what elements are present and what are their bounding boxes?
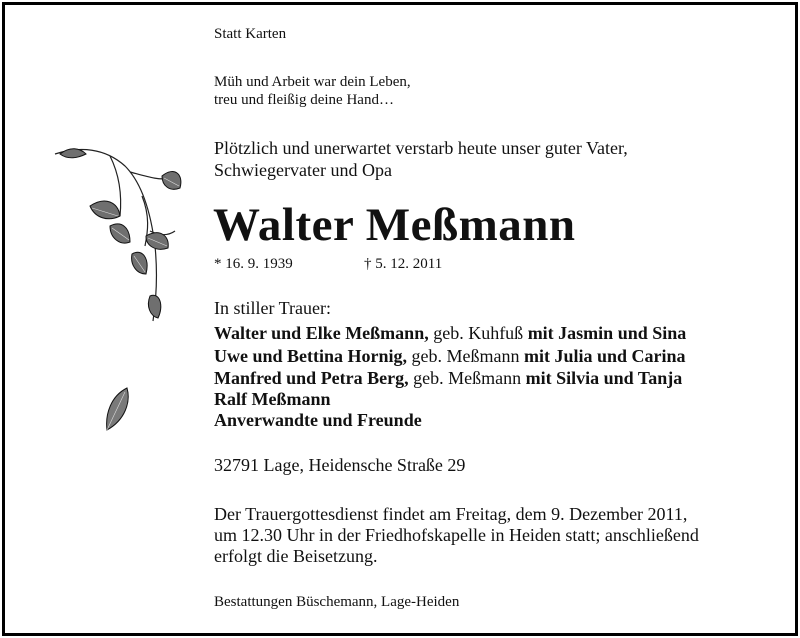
funeral-home: Bestattungen Büschemann, Lage-Heiden	[214, 594, 460, 610]
intro-line-1: Plötzlich und unerwartet verstarb heute unser guter Vater,	[214, 138, 628, 158]
mourner-row	[214, 323, 686, 344]
mourner-relatives: Anverwandte und Freunde	[214, 410, 422, 430]
mourner-names: Uwe und Bettina Hornig,	[214, 346, 408, 366]
mourner-children: mit Silvia und Tanja	[525, 368, 683, 388]
service-line-1: Der Trauergottesdienst findet am Freitag, dem 9. Dezember 2011,	[214, 504, 688, 524]
mourners-heading: In stiller Trauer:	[214, 298, 331, 318]
poem-line-1: Müh und Arbeit war dein Leben,	[214, 74, 411, 90]
falling-leaf-icon	[103, 384, 133, 434]
mourner-children: mit Jasmin und Sina	[527, 323, 687, 343]
deceased-name: Walter Meßmann	[213, 199, 576, 251]
mourner-geb: geb. Meßmann	[407, 346, 525, 366]
mourner-ralf: Ralf Meßmann	[214, 389, 331, 409]
mourner-children: mit Julia und Carina	[524, 346, 686, 366]
service-line-3: erfolgt die Beisetzung.	[214, 546, 378, 566]
poem-line-2: treu und fleißig deine Hand…	[214, 92, 394, 108]
mourner-geb: geb. Kuhfuß	[428, 323, 528, 343]
service-line-2: um 12.30 Uhr in der Friedhofskapelle in Heiden statt; anschließend	[214, 525, 699, 545]
death-date: † 5. 12. 2011	[364, 256, 443, 272]
mourner-row	[214, 368, 682, 389]
leaf-branch-icon	[50, 136, 190, 336]
mourner-geb: geb. Meßmann	[408, 368, 526, 388]
mourner-names: Manfred und Petra Berg,	[214, 368, 409, 388]
birth-date: * 16. 9. 1939	[214, 256, 293, 272]
mourner-names: Walter und Elke Meßmann,	[214, 323, 429, 343]
address: 32791 Lage, Heidensche Straße 29	[214, 455, 466, 475]
mourner-row	[214, 346, 686, 367]
statt-karten: Statt Karten	[214, 26, 287, 42]
intro-line-2: Schwiegervater und Opa	[214, 160, 392, 180]
